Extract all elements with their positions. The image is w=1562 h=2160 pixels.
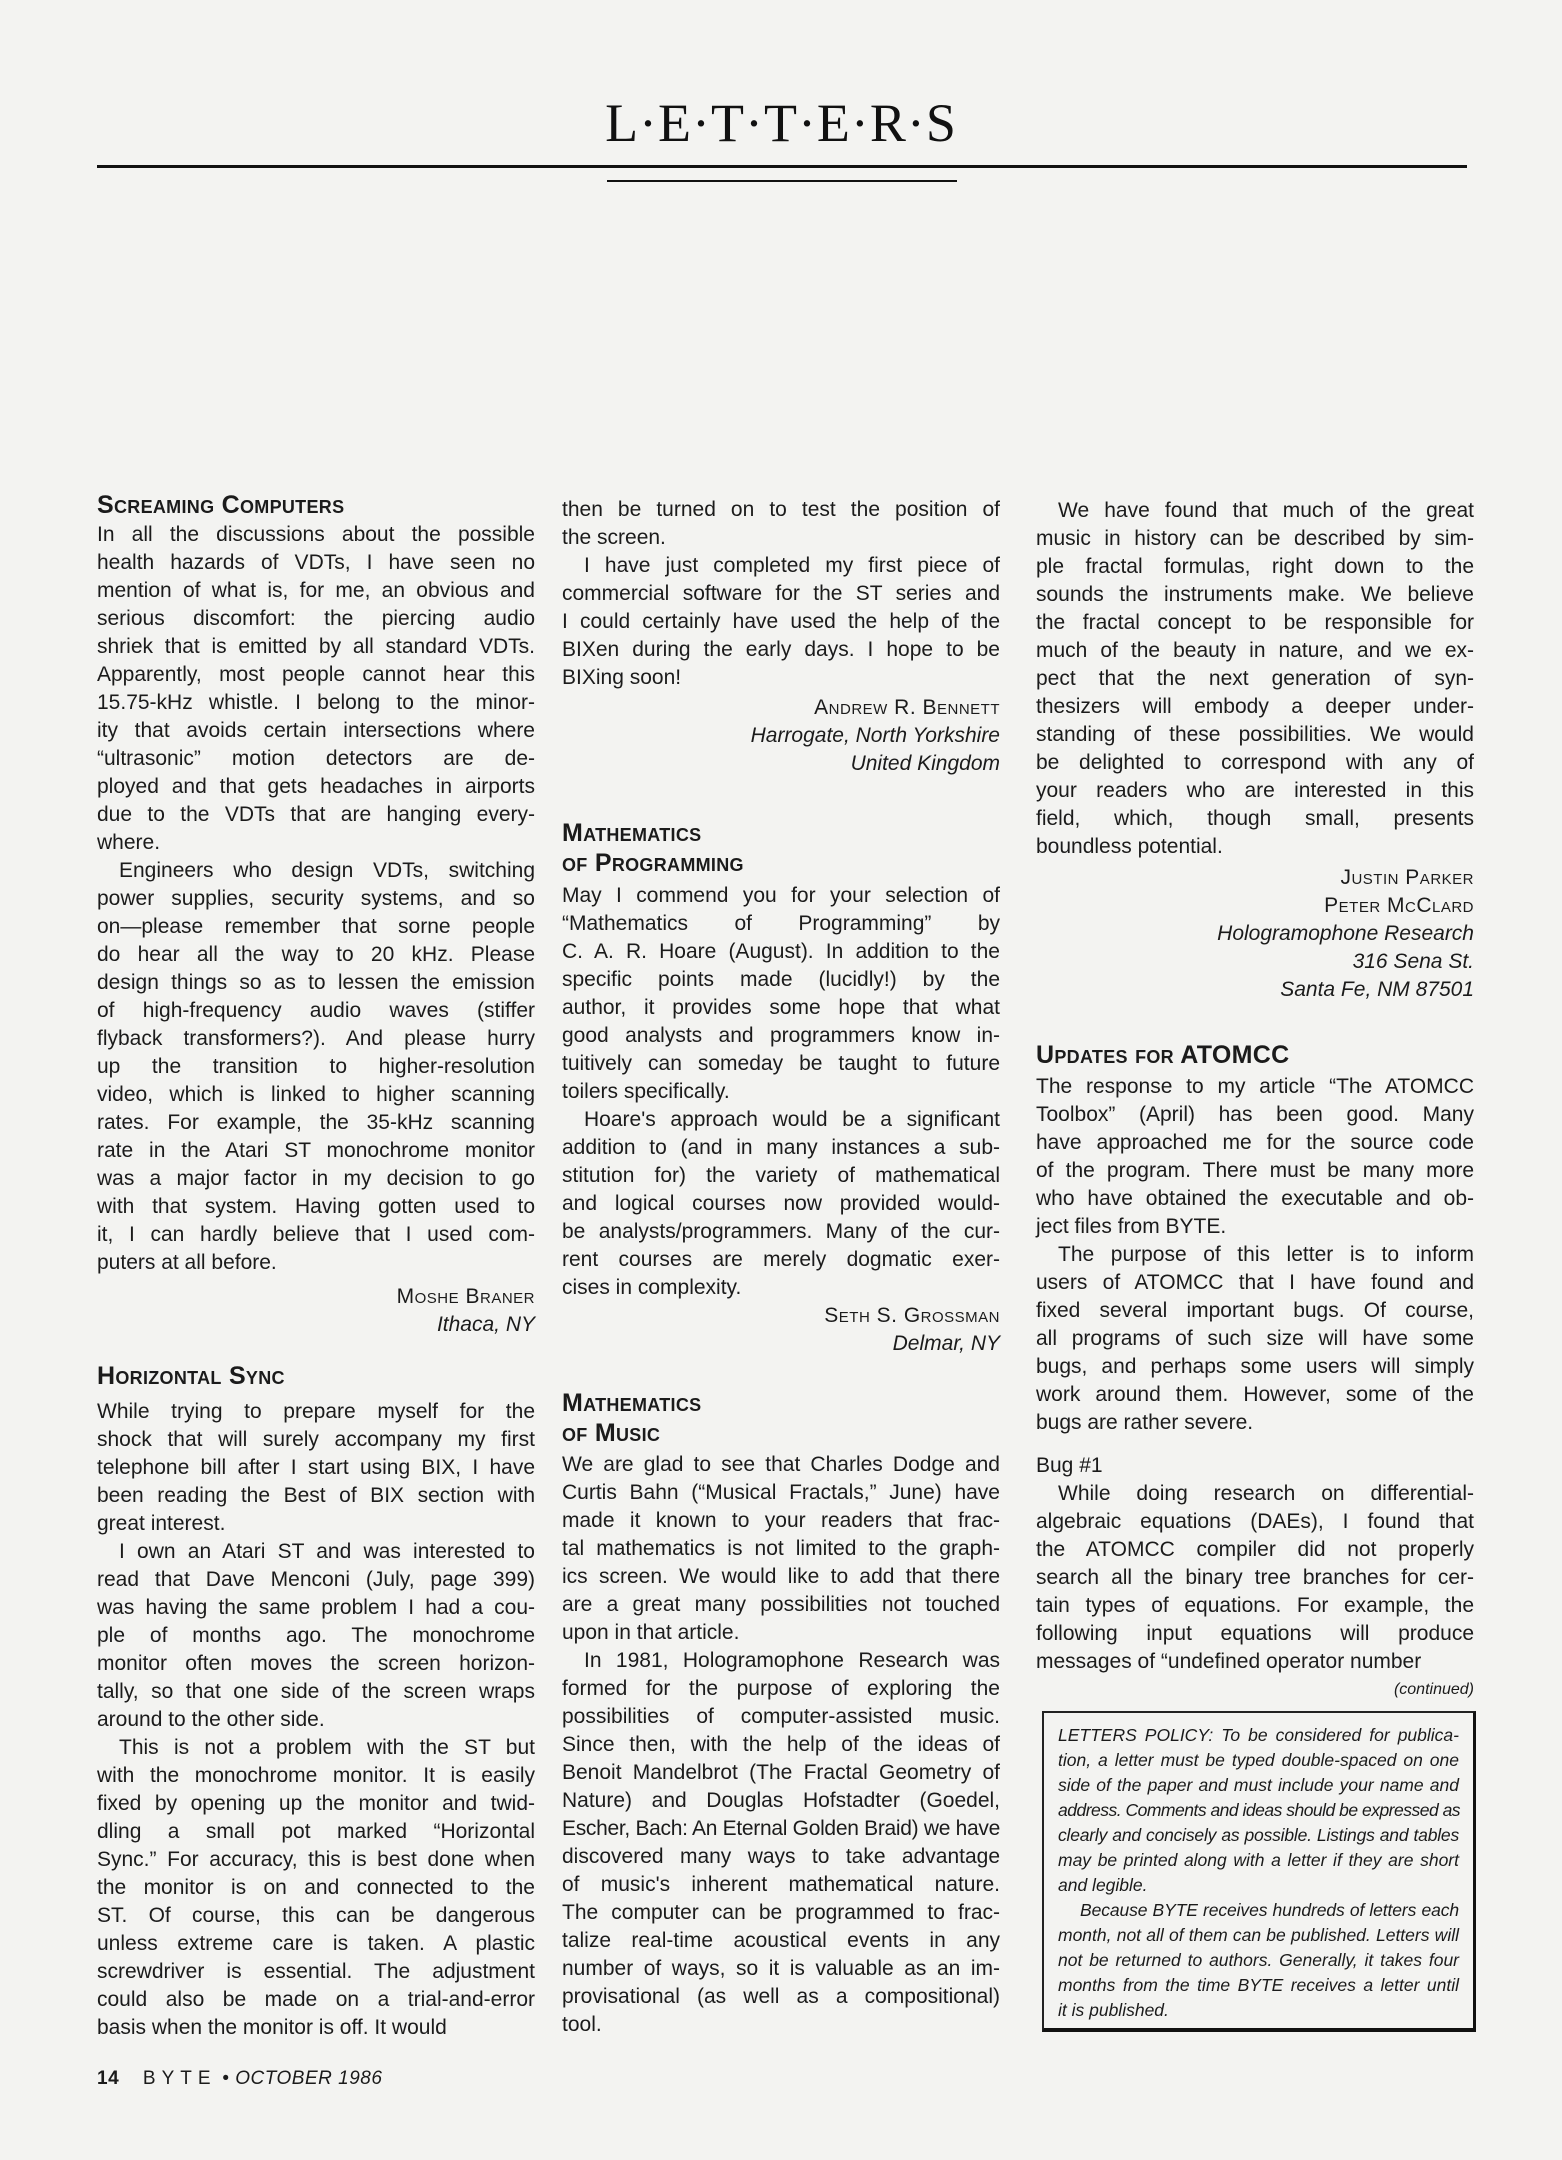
text-line: be delighted to correspond with any of xyxy=(1036,751,1474,774)
text-line: The computer can be programmed to frac- xyxy=(562,1901,1000,1924)
letter-screaming-computers xyxy=(97,521,535,1277)
text-line: tion, a letter must be typed double-spaced on one xyxy=(1058,1750,1459,1770)
text-line: boundless potential. xyxy=(1036,835,1223,858)
signature-moshe-braner xyxy=(97,1283,535,1339)
text-line: the fractal concept to be responsible for xyxy=(1036,611,1474,634)
text-line: We have found that much of the great xyxy=(1058,499,1474,522)
text-line: tool. xyxy=(562,2013,602,2036)
text-line: Curtis Bahn (“Musical Fractals,” June) have xyxy=(562,1481,1000,1504)
text-line: shriek that is emitted by all standard VDTs. xyxy=(97,635,535,658)
text-line: be analysts/programmers. Many of the cur- xyxy=(562,1220,1000,1243)
letter-horizontal-sync-continued xyxy=(562,496,1000,692)
text-line: search all the binary tree branches for cer- xyxy=(1036,1566,1474,1589)
text-line: and legible. xyxy=(1058,1875,1148,1895)
text-line: was a major factor in my decision to go xyxy=(97,1167,535,1190)
text-line: standing of these possibilities. We would xyxy=(1036,723,1474,746)
text-line: tal mathematics is not limited to the graph- xyxy=(562,1537,1000,1560)
text-line: clearly and concisely as possible. Listings and tables xyxy=(1058,1825,1459,1845)
signature-name: Moshe Braner xyxy=(396,1285,535,1308)
section-title: L·E·T·T·E·R·S xyxy=(605,93,957,153)
text-line: with that system. Having gotten used to xyxy=(97,1195,535,1218)
text-line: months from the time BYTE receives a letter until xyxy=(1058,1975,1459,1995)
signature-place: 316 Sena St. xyxy=(1352,950,1474,973)
text-line: then be turned on to test the position of xyxy=(562,498,1000,521)
text-line: it is published. xyxy=(1058,2000,1169,2020)
text-line: We are glad to see that Charles Dodge and xyxy=(562,1453,1000,1476)
signature-name: Andrew R. Bennett xyxy=(814,696,1000,719)
text-line: telephone bill after I start using BIX, I have xyxy=(97,1456,535,1479)
text-line: following input equations will produce xyxy=(1036,1622,1474,1645)
text-line: shock that will surely accompany my first xyxy=(97,1428,535,1451)
heading-line: of Music xyxy=(562,1419,661,1447)
letter-mathematics-of-programming xyxy=(562,882,1000,1302)
text-line: serious discomfort: the piercing audio xyxy=(97,607,535,630)
text-line: rent courses are merely dogmatic exer- xyxy=(562,1248,1000,1271)
bug-label xyxy=(1036,1452,1474,1480)
text-line: and logical courses now provided would- xyxy=(562,1192,1000,1215)
text-line: tally, so that one side of the screen wraps xyxy=(97,1680,535,1703)
heading-screaming-computers xyxy=(97,490,535,520)
text-line: ity that avoids certain intersections where xyxy=(97,719,535,742)
heading-mathematics-of-programming xyxy=(562,818,1000,878)
letter-bug-1 xyxy=(1036,1480,1474,1676)
text-line: was having the same problem I had a cou- xyxy=(97,1596,535,1619)
text-line: ics screen. We would like to add that there xyxy=(562,1565,1000,1588)
text-line: dling a small pot marked “Horizontal xyxy=(97,1820,535,1843)
text-line: Benoit Mandelbrot (The Fractal Geometry of xyxy=(562,1761,1000,1784)
heading-mathematics-of-music xyxy=(562,1388,1000,1448)
signature-seth-grossman xyxy=(562,1302,1000,1358)
signature-place: Delmar, NY xyxy=(892,1332,1000,1355)
text-line: sounds the instruments make. We believe xyxy=(1036,583,1474,606)
text-line: do hear all the way to 20 kHz. Please xyxy=(97,943,535,966)
signature-name: Justin Parker xyxy=(1340,866,1474,889)
text-line: of the program. There must be many more xyxy=(1036,1159,1474,1182)
text-line: video, which is linked to higher scanning xyxy=(97,1083,535,1106)
text-line: addition to (and in many instances a sub- xyxy=(562,1136,1000,1159)
text-line: ject files from BYTE. xyxy=(1036,1215,1227,1238)
page-footer xyxy=(97,2068,382,2090)
text-line: read that Dave Menconi (July, page 399) xyxy=(97,1568,535,1591)
text-line: 15.75-kHz whistle. I belong to the minor- xyxy=(97,691,535,714)
heading-line: Horizontal Sync xyxy=(97,1362,285,1390)
text-line: side of the paper and must include your name and xyxy=(1058,1775,1459,1795)
text-line: stitution for) the variety of mathematical xyxy=(562,1164,1000,1187)
text-line: users of ATOMCC that I have found and xyxy=(1036,1271,1474,1294)
text-line: tain types of equations. For example, the xyxy=(1036,1594,1474,1617)
text-line: could also be made on a trial-and-error xyxy=(97,1988,535,2011)
letters-policy-text xyxy=(1058,1723,1459,2023)
text-line: mention of what is, for me, an obvious and xyxy=(97,579,535,602)
text-line: the screen. xyxy=(562,526,666,549)
text-line: the monitor is on and connected to the xyxy=(97,1876,535,1899)
text-line: Apparently, most people cannot hear this xyxy=(97,663,535,686)
text-line: fixed by opening up the monitor and twid- xyxy=(97,1792,535,1815)
text-line: bugs are rather severe. xyxy=(1036,1411,1254,1434)
text-line: discovered many ways to take advantage xyxy=(562,1845,1000,1868)
text-line: design things so as to lessen the emission xyxy=(97,971,535,994)
text-line: ployed and that gets headaches in airports xyxy=(97,775,535,798)
text-line: possibilities of computer-assisted music. xyxy=(562,1705,1000,1728)
text-line: puters at all before. xyxy=(97,1251,277,1274)
text-line: “Mathematics of Programming” by xyxy=(562,912,1000,935)
text-line: it, I can hardly believe that I used com- xyxy=(97,1223,535,1246)
text-line: field, which, though small, presents xyxy=(1036,807,1474,830)
magazine-name: BYTE xyxy=(142,2068,217,2089)
letter-updates-for-atomcc xyxy=(1036,1073,1474,1437)
text-line: flyback transformers?). And please hurry xyxy=(97,1027,535,1050)
text-line: on—please remember that sorne people xyxy=(97,915,535,938)
text-line: messages of “undefined operator number xyxy=(1036,1650,1422,1673)
text-line: thesizers will embody a deeper under- xyxy=(1036,695,1474,718)
text-line: address. Comments and ideas should be expressed as xyxy=(1058,1800,1461,1820)
text-line: power supplies, security systems, and so xyxy=(97,887,535,910)
text-line: BIXen during the early days. I hope to be xyxy=(562,638,1000,661)
heading-line: of Programming xyxy=(562,849,744,877)
signature-place: Harrogate, North Yorkshire xyxy=(750,724,1000,747)
text-line: are a great many possibilities not touched xyxy=(562,1593,1000,1616)
letters-policy-box xyxy=(1042,1711,1476,2032)
text-line: month, not all of them can be published. Letters will xyxy=(1058,1925,1459,1945)
text-line: ple fractal formulas, right down to the xyxy=(1036,555,1474,578)
heading-line: Screaming Computers xyxy=(97,491,345,519)
text-line: C. A. R. Hoare (August). In addition to the xyxy=(562,940,1000,963)
signature-place: Ithaca, NY xyxy=(436,1313,535,1336)
text-line: Toolbox” (April) has been good. Many xyxy=(1036,1103,1474,1126)
text-line: ST. Of course, this can be dangerous xyxy=(97,1904,535,1927)
text-line: music in history can be described by sim- xyxy=(1036,527,1474,550)
text-line: fixed several important bugs. Of course, xyxy=(1036,1299,1474,1322)
text-line: your readers who are interested in this xyxy=(1036,779,1474,802)
signature-name: Peter McClard xyxy=(1324,894,1474,917)
text-line: provisational (as well as a compositional) xyxy=(562,1985,1000,2008)
text-line: Escher, Bach: An Eternal Golden Braid) we have xyxy=(562,1817,1000,1840)
text-line: I could certainly have used the help of the xyxy=(562,610,1000,633)
continued-note: (continued) xyxy=(1393,1681,1474,1698)
text-line: have approached me for the source code xyxy=(1036,1131,1474,1154)
text-line: made it known to your readers that frac- xyxy=(562,1509,1000,1532)
heading-line: Updates for ATOMCC xyxy=(1036,1041,1290,1069)
text-line: The purpose of this letter is to inform xyxy=(1058,1243,1474,1266)
text-line: While trying to prepare myself for the xyxy=(97,1400,535,1423)
title-underline xyxy=(607,180,957,182)
text-line: While doing research on differential- xyxy=(1058,1482,1474,1505)
text-line: Nature) and Douglas Hofstadter (Goedel, xyxy=(562,1789,1000,1812)
text-line: algebraic equations (DAEs), I found that xyxy=(1036,1510,1474,1533)
text-line: ple of months ago. The monochrome xyxy=(97,1624,535,1647)
text-line: rate in the Atari ST monochrome monitor xyxy=(97,1139,535,1162)
text-line: LETTERS POLICY: To be considered for publica- xyxy=(1058,1725,1459,1745)
text-line: may be printed along with a letter if they are short xyxy=(1058,1850,1459,1870)
text-line: with the monochrome monitor. It is easily xyxy=(97,1764,535,1787)
text-line: tuitively can someday be taught to future xyxy=(562,1052,1000,1075)
text-line: the ATOMCC compiler did not properly xyxy=(1036,1538,1474,1561)
text-line: Because BYTE receives hundreds of letters each xyxy=(1080,1900,1459,1920)
text-line: Engineers who design VDTs, switching xyxy=(119,859,535,882)
text-line: basis when the monitor is off. It would xyxy=(97,2016,447,2039)
text-line: author, it provides some hope that what xyxy=(562,996,1000,1019)
heading-updates-for-atomcc xyxy=(1036,1040,1474,1070)
text-line: May I commend you for your selection of xyxy=(562,884,1000,907)
text-line: specific points made (lucidly!) by the xyxy=(562,968,1000,991)
text-line: This is not a problem with the ST but xyxy=(119,1736,535,1759)
letter-horizontal-sync xyxy=(97,1398,535,2042)
heading-line: Mathematics xyxy=(562,819,702,847)
text-line: Sync.” For accuracy, this is best done when xyxy=(97,1848,535,1871)
text-line: who have obtained the executable and ob- xyxy=(1036,1187,1474,1210)
text-line: “ultrasonic” motion detectors are de- xyxy=(97,747,535,770)
text-line: unless extreme care is taken. A plastic xyxy=(97,1932,535,1955)
text-line: toilers specifically. xyxy=(562,1080,730,1103)
text-line: of music's inherent mathematical nature. xyxy=(562,1873,1000,1896)
text-line: cises in complexity. xyxy=(562,1276,742,1299)
text-line: all programs of such size will have some xyxy=(1036,1327,1474,1350)
issue-date: OCTOBER 1986 xyxy=(235,2068,383,2089)
text-line: Bug #1 xyxy=(1036,1454,1103,1477)
text-line: upon in that article. xyxy=(562,1621,740,1644)
text-line: due to the VDTs that are hanging every- xyxy=(97,803,535,826)
text-line: up the transition to higher-resolution xyxy=(97,1055,535,1078)
footer-separator: • xyxy=(222,2068,230,2089)
text-line: BIXing soon! xyxy=(562,666,682,689)
text-line: monitor often moves the screen horizon- xyxy=(97,1652,535,1675)
text-line: health hazards of VDTs, I have seen no xyxy=(97,551,535,574)
heading-line: Mathematics xyxy=(562,1389,702,1417)
text-line: not be returned to authors. Generally, it takes four xyxy=(1058,1950,1459,1970)
text-line: great interest. xyxy=(97,1512,226,1535)
text-line: In all the discussions about the possible xyxy=(97,523,535,546)
signature-name: Seth S. Grossman xyxy=(824,1304,1000,1327)
title-rule xyxy=(97,165,1467,168)
letter-mathematics-of-music xyxy=(562,1451,1000,2039)
text-line: In 1981, Hologramophone Research was xyxy=(584,1649,1000,1672)
text-line: where. xyxy=(97,831,161,854)
text-line: work around them. However, some of the xyxy=(1036,1383,1474,1406)
text-line: good analysts and programmers know in- xyxy=(562,1024,1000,1047)
text-line: rates. For example, the 35-kHz scanning xyxy=(97,1111,535,1134)
text-line: The response to my article “The ATOMCC xyxy=(1036,1075,1474,1098)
signature-place: Santa Fe, NM 87501 xyxy=(1280,978,1474,1001)
heading-horizontal-sync xyxy=(97,1361,535,1391)
text-line: screwdriver is essential. The adjustment xyxy=(97,1960,535,1983)
signature-place: Hologramophone Research xyxy=(1217,922,1474,945)
text-line: commercial software for the ST series and xyxy=(562,582,1000,605)
letter-mathematics-of-music-continued xyxy=(1036,497,1474,861)
signature-place: United Kingdom xyxy=(850,752,1000,775)
text-line: been reading the Best of BIX section with xyxy=(97,1484,535,1507)
text-line: of high-frequency audio waves (stiffer xyxy=(97,999,535,1022)
text-line: formed for the purpose of exploring the xyxy=(562,1677,1000,1700)
text-line: talize real-time acoustical events in any xyxy=(562,1929,1000,1952)
page-number: 14 xyxy=(97,2068,120,2089)
text-line: bugs, and perhaps some users will simply xyxy=(1036,1355,1474,1378)
text-line: Hoare's approach would be a significant xyxy=(584,1108,1000,1131)
text-line: Since then, with the help of the ideas of xyxy=(562,1733,1000,1756)
text-line: I have just completed my first piece of xyxy=(584,554,1000,577)
text-line: around to the other side. xyxy=(97,1708,325,1731)
signature-andrew-bennett xyxy=(562,694,1000,778)
text-line: I own an Atari ST and was interested to xyxy=(119,1540,535,1563)
text-line: pect that the next generation of syn- xyxy=(1036,667,1474,690)
signature-parker-mcclard xyxy=(1036,864,1474,1004)
text-line: number of ways, so it is valuable as an im- xyxy=(562,1957,1000,1980)
text-line: much of the beauty in nature, and we ex- xyxy=(1036,639,1474,662)
